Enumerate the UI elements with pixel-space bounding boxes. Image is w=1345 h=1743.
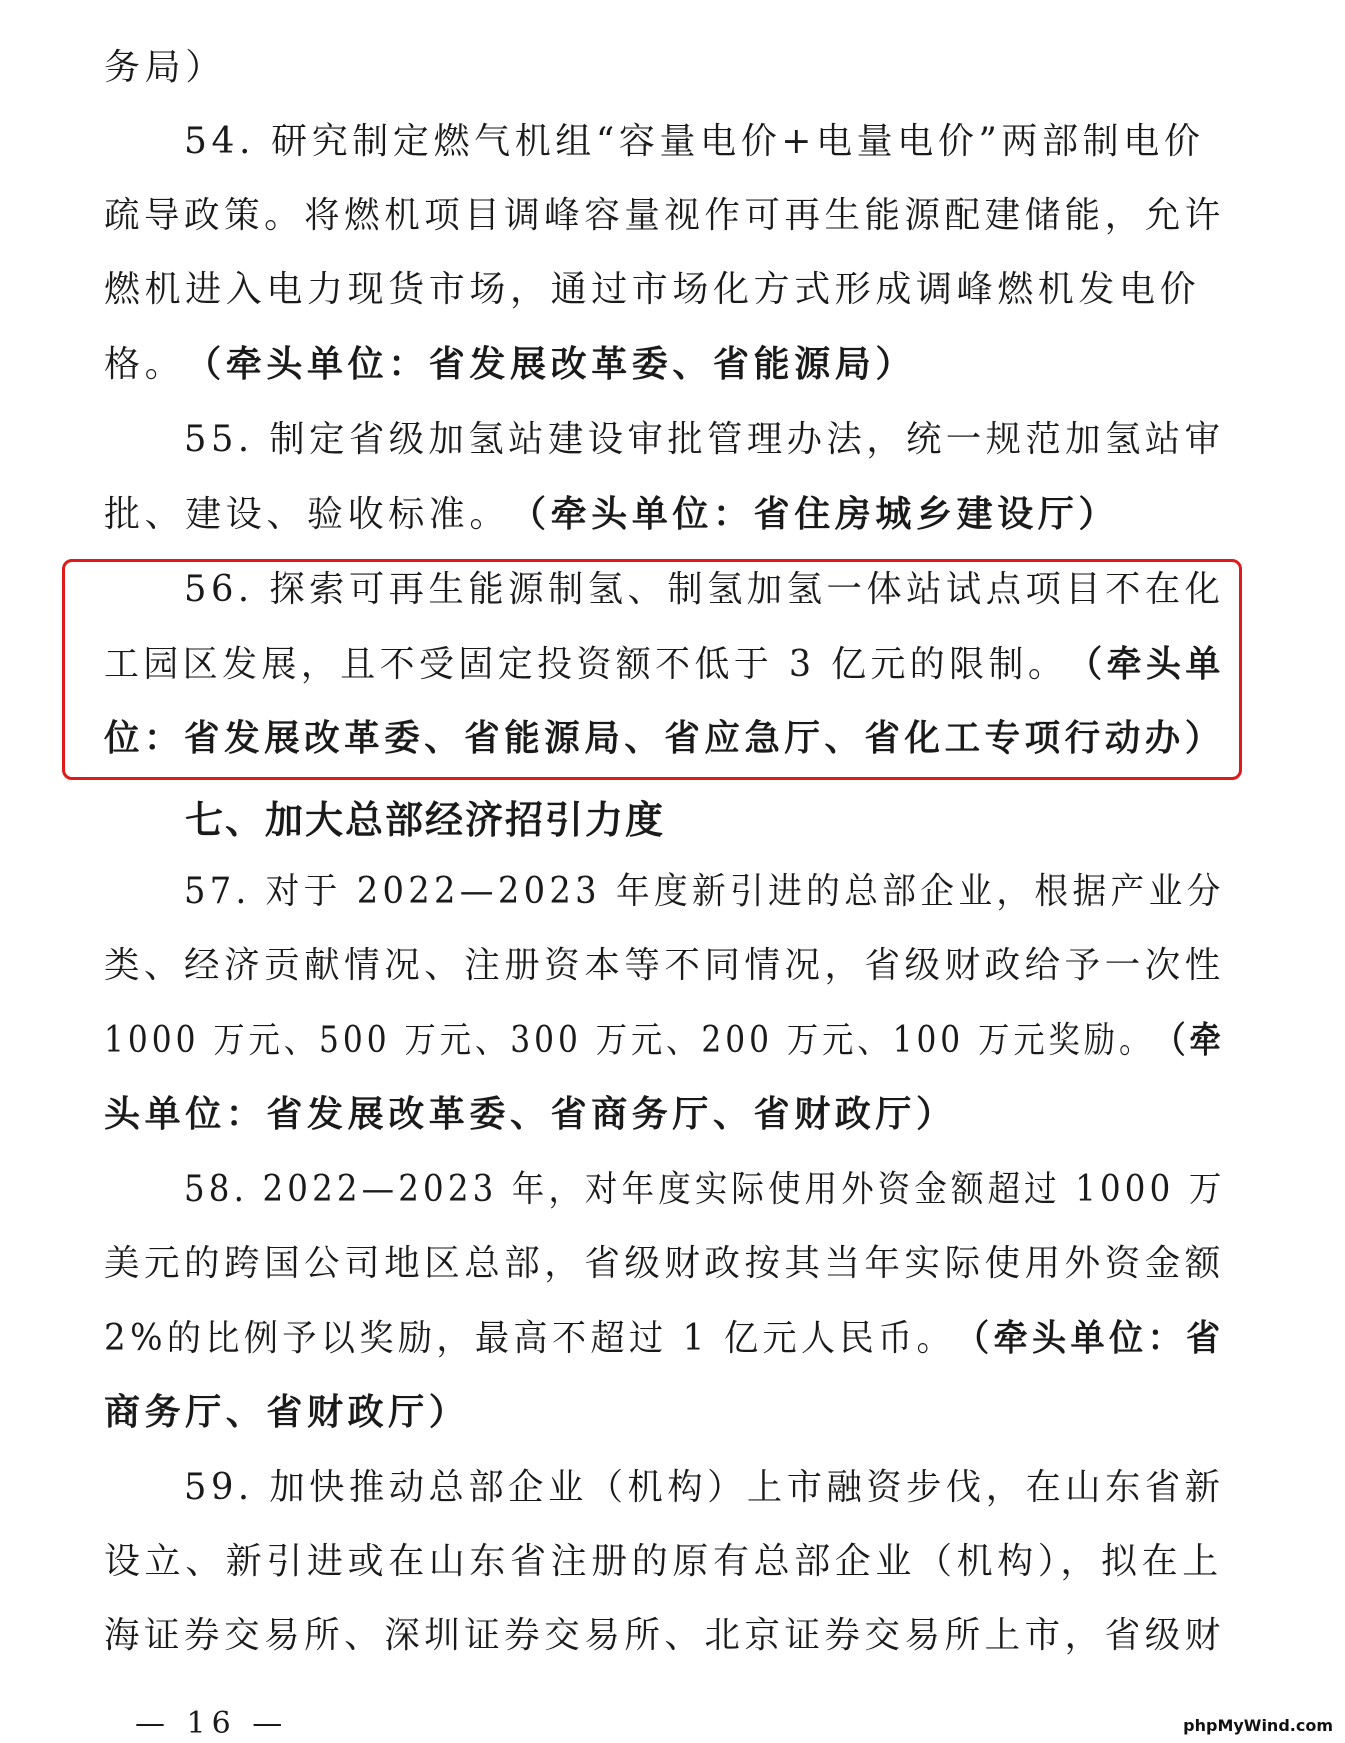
text-line: 务局） (104, 47, 226, 88)
watermark: phpMyWind.com (1183, 1716, 1333, 1735)
text-line: 58. 2022—2023 年，对年度实际使用外资金额超过 1000 万 (184, 1169, 1226, 1210)
lead-unit-note: 商务厅、省财政厅） (104, 1391, 470, 1433)
text-line: 设立、新引进或在山东省注册的原有总部企业（机构），拟在上 (104, 1541, 1223, 1582)
text-line: 1000 万元、500 万元、300 万元、200 万元、100 万元奖励。（牵 (104, 1016, 1345, 1065)
text-line: 56. 探索可再生能源制氢、制氢加氢一体站试点项目不在化 (184, 569, 1225, 610)
lead-unit-note: （牵头单位：省住房城乡建设厅） (510, 493, 1120, 535)
text-line: 美元的跨国公司地区总部，省级财政按其当年实际使用外资金额 (104, 1243, 1225, 1284)
page-number: — 16 — (135, 1706, 289, 1741)
text-line (104, 1090, 957, 1139)
text-line: 类、经济贡献情况、注册资本等不同情况，省级财政给予一次性 (104, 945, 1225, 986)
text-line: 格。（牵头单位：省发展改革委、省能源局） (104, 340, 916, 389)
text-line: 57. 对于 2022—2023 年度新引进的总部企业，根据产业分 (184, 871, 1225, 912)
text-line: 2%的比例予以奖励，最高不超过 1 亿元人民币。（牵头单位：省 (104, 1314, 1286, 1363)
text-line (104, 714, 1241, 763)
text-line: 54. 研究制定燃气机组“容量电价+电量电价”两部制电价 (184, 121, 1205, 162)
text-line: 工园区发展，且不受固定投资额不低于 3 亿元的限制。（牵头单 (104, 640, 1260, 689)
lead-unit-note: （牵头单位：省发展改革委、省能源局） (185, 343, 917, 385)
text-line: 海证券交易所、深圳证券交易所、北京证券交易所上市，省级财 (104, 1615, 1225, 1656)
text-line: 疏导政策。将燃机项目调峰容量视作可再生能源配建储能，允许 (104, 195, 1225, 236)
section-heading: 七、加大总部经济招引力度 (185, 798, 666, 842)
lead-unit-note: 位：省发展改革委、省能源局、省应急厅、省化工专项行动办） (104, 717, 1225, 759)
lead-unit-note: （牵头单位：省 (955, 1317, 1225, 1359)
lead-unit-note: 头单位：省发展改革委、省商务厅、省财政厅） (104, 1093, 957, 1135)
text-line: 55. 制定省级加氢站建设审批管理办法，统一规范加氢站审 (184, 419, 1225, 460)
text-line: 59. 加快推动总部企业（机构）上市融资步伐，在山东省新 (184, 1467, 1225, 1508)
text-line (104, 1388, 469, 1437)
lead-unit-note: （牵头单 (1067, 643, 1225, 685)
lead-unit-note: （牵 (1154, 1019, 1225, 1061)
text-line: 燃机进入电力现货市场，通过市场化方式形成调峰燃机发电价 (104, 269, 1201, 310)
text-line: 批、建设、验收标准。（牵头单位：省住房城乡建设厅） (104, 490, 1119, 539)
